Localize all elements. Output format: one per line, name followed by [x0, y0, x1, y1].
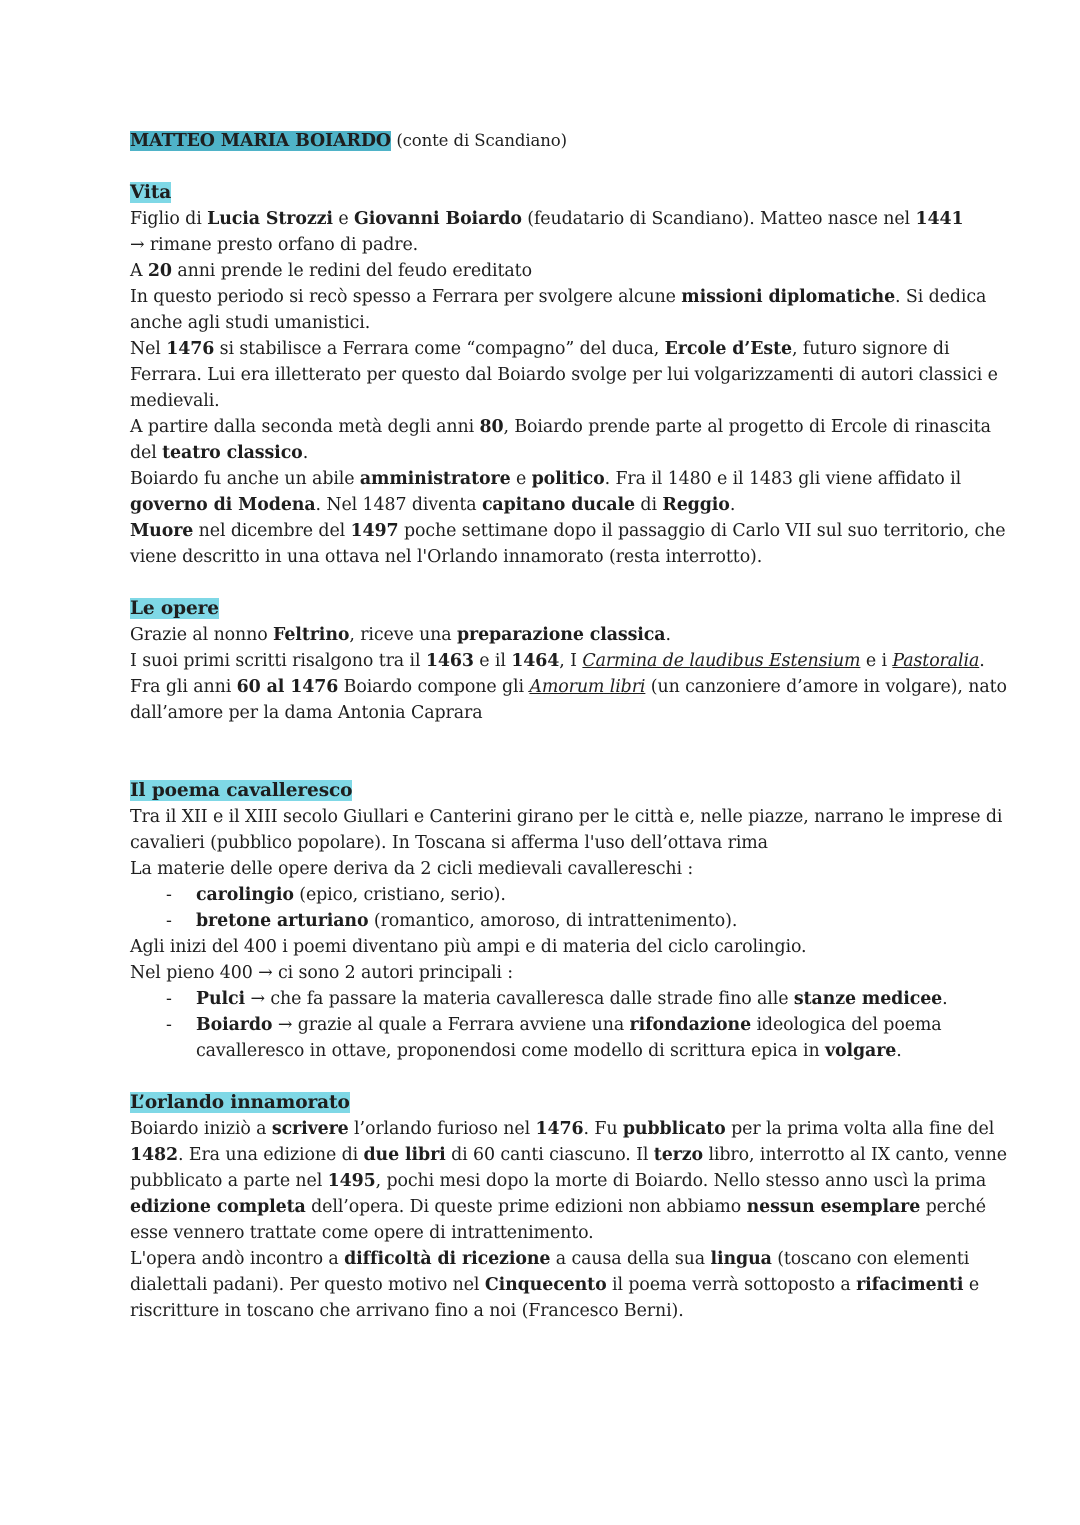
heading-opere: Le opere — [130, 598, 219, 619]
list-item: - carolingio (epico, cristiano, serio). — [196, 882, 1010, 908]
section-opere — [130, 596, 1010, 726]
heading-orlando: L’orlando innamorato — [130, 1092, 350, 1113]
list-item: - Boiardo → grazie al quale a Ferrara avviene una rifondazione ideologica del poema cavalleresco in ottave, proponendosi come modello di scrittura epica in volgare. — [196, 1012, 1010, 1064]
poema-p2: La materie delle opere deriva da 2 cicli medievali cavallereschi : — [130, 859, 694, 879]
opere-p2: I suoi primi scritti risalgono tra il 1463 e il 1464, I Carmina de laudibus Estensium e i Pastoralia. — [130, 651, 985, 671]
document-page — [130, 128, 1010, 1324]
vita-p1: Figlio di Lucia Strozzi e Giovanni Boiardo (feudatario di Scandiano). Matteo nasce nel 1441 — [130, 209, 964, 229]
section-poema — [130, 778, 1010, 1064]
title-name: MATTEO MARIA BOIARDO — [130, 131, 391, 151]
orlando-p1: Boiardo iniziò a scrivere l’orlando furioso nel 1476. Fu pubblicato per la prima volta alla fine del 1482. Era una edizione di due libri di 60 canti ciascuno. Il terzo libro, interrotto al IX canto, venne pubblicato a parte nel 1495, pochi mesi dopo la morte di Boiardo. Nello stesso anno uscì la prima edizione completa dell’opera. Di queste prime edizioni non abbiamo nessun esemplare perché esse vennero trattate come opere di intrattenimento. — [130, 1119, 1007, 1243]
vita-p8: Muore nel dicembre del 1497 poche settimane dopo il passaggio di Carlo VII sul suo territorio, che viene descritto in una ottava nel l'Orlando innamorato (resta interrotto). — [130, 521, 1006, 567]
heading-vita: Vita — [130, 182, 172, 203]
document-title — [130, 128, 1010, 154]
vita-p5: Nel 1476 si stabilisce a Ferrara come “compagno” del duca, Ercole d’Este, futuro signore di Ferrara. Lui era illetterato per questo dal Boiardo svolge per lui volgarizzamenti di autori classici e medievali. — [130, 339, 998, 411]
list-item: - Pulci → che fa passare la materia cavalleresca dalle strade fino alle stanze medicee. — [196, 986, 1010, 1012]
vita-p7: Boiardo fu anche un abile amministratore e politico. Fra il 1480 e il 1483 gli viene affidato il governo di Modena. Nel 1487 diventa capitano ducale di Reggio. — [130, 469, 962, 515]
opere-p1: Grazie al nonno Feltrino, riceve una preparazione classica. — [130, 625, 671, 645]
section-vita — [130, 180, 1010, 570]
vita-p6: A partire dalla seconda metà degli anni 80, Boiardo prende parte al progetto di Ercole di rinascita del teatro classico. — [130, 417, 991, 463]
title-subtitle: (conte di Scandiano) — [396, 131, 567, 150]
vita-p4: In questo periodo si recò spesso a Ferrara per svolgere alcune missioni diplomatiche. Si dedica anche agli studi umanistici. — [130, 287, 987, 333]
cicli-list — [130, 882, 1010, 934]
poema-p3: Agli inizi del 400 i poemi diventano più ampi e di materia del ciclo carolingio. — [130, 937, 807, 957]
poema-p4: Nel pieno 400 → ci sono 2 autori principali : — [130, 963, 514, 983]
section-orlando — [130, 1090, 1010, 1324]
vita-p2: → rimane presto orfano di padre. — [130, 235, 419, 255]
orlando-p2: L'opera andò incontro a difficoltà di ricezione a causa della sua lingua (toscano con elementi dialettali padani). Per questo motivo nel Cinquecento il poema verrà sottoposto a rifacimenti e riscritture in toscano che arrivano fino a noi (Francesco Berni). — [130, 1249, 980, 1321]
vita-p3: A 20 anni prende le redini del feudo ereditato — [130, 261, 532, 281]
opere-p3: Fra gli anni 60 al 1476 Boiardo compone gli Amorum libri (un canzoniere d’amore in volgare), nato dall’amore per la dama Antonia Caprara — [130, 677, 1007, 723]
autori-list — [130, 986, 1010, 1064]
poema-p1: Tra il XII e il XIII secolo Giullari e Canterini girano per le città e, nelle piazze, narrano le imprese di cavalieri (pubblico popolare). In Toscana si afferma l'uso dell’ottava rima — [130, 807, 1003, 853]
heading-poema: Il poema cavalleresco — [130, 780, 353, 801]
list-item: - bretone arturiano (romantico, amoroso, di intrattenimento). — [196, 908, 1010, 934]
